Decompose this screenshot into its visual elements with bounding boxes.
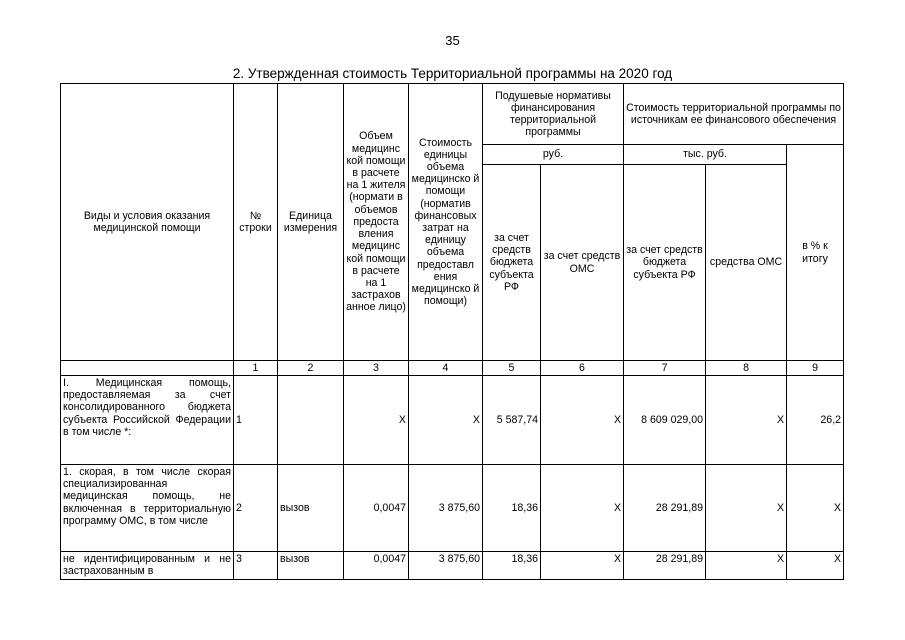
row-col6: X xyxy=(541,376,624,465)
table-row xyxy=(61,552,844,580)
row-col5: 5 587,74 xyxy=(483,376,541,465)
column-number: 9 xyxy=(787,361,844,376)
column-number: 1 xyxy=(234,361,278,376)
row-unit: вызов xyxy=(278,552,344,580)
row-name: не идентифицированным и не застрахованным в xyxy=(61,552,234,580)
row-col9: X xyxy=(787,552,844,580)
column-number: 2 xyxy=(278,361,344,376)
row-col8: X xyxy=(706,465,787,552)
page-number: 35 xyxy=(445,33,460,48)
column-number: 5 xyxy=(483,361,541,376)
row-col9: X xyxy=(787,465,844,552)
header-col6: за счет средств ОМС xyxy=(541,165,624,361)
row-volume: X xyxy=(344,376,409,465)
row-col7: 8 609 029,00 xyxy=(624,376,706,465)
column-number: 7 xyxy=(624,361,706,376)
column-number: 4 xyxy=(409,361,483,376)
row-unit xyxy=(278,376,344,465)
header-col7: за счет средств бюджета субъекта РФ xyxy=(624,165,706,361)
table-row xyxy=(61,465,844,552)
row-col7: 28 291,89 xyxy=(624,552,706,580)
header-group-norms: Подушевые нормативы финансирования территориальной программы xyxy=(483,84,624,145)
column-number-blank xyxy=(61,361,234,376)
column-number: 3 xyxy=(344,361,409,376)
header-col5: за счет средств бюджета субъекта РФ xyxy=(483,165,541,361)
row-volume: 0,0047 xyxy=(344,552,409,580)
row-name: 1. скорая, в том числе скорая специализированная медицинская помощь, не включенная в территориальную программу ОМС, в том числе xyxy=(61,465,234,552)
row-unit: вызов xyxy=(278,465,344,552)
header-unit-rub: руб. xyxy=(483,145,624,165)
row-col8: X xyxy=(706,552,787,580)
row-volume: 0,0047 xyxy=(344,465,409,552)
header-unit: Единица измерения xyxy=(278,84,344,361)
row-col5: 18,36 xyxy=(483,552,541,580)
header-volume: Объем медицинс кой помощи в расчете на 1 жителя (нормати в объемов предоста вления медицинс кой помощи в расчете на 1 застрахов анное лицо) xyxy=(344,84,409,361)
row-col7: 28 291,89 xyxy=(624,465,706,552)
row-number: 1 xyxy=(234,376,278,465)
row-col6: X xyxy=(541,552,624,580)
row-col9: 26,2 xyxy=(787,376,844,465)
table-row xyxy=(61,376,844,465)
column-number: 8 xyxy=(706,361,787,376)
column-number-row xyxy=(61,361,844,376)
row-col5: 18,36 xyxy=(483,465,541,552)
header-col9: в % к итогу xyxy=(787,145,844,361)
row-name: I. Медицинская помощь, предоставляемая за счет консолидированного бюджета субъекта Российской Федерации в том числе *: xyxy=(61,376,234,465)
row-cost: X xyxy=(409,376,483,465)
header-col8: средства ОМС xyxy=(706,165,787,361)
row-number: 2 xyxy=(234,465,278,552)
header-row-number: № строки xyxy=(234,84,278,361)
column-number: 6 xyxy=(541,361,624,376)
table-title: 2. Утвержденная стоимость Территориальной программы на 2020 год xyxy=(232,66,673,81)
header-unit-thousand-rub: тыс. руб. xyxy=(624,145,787,165)
header-cost: Стоимость единицы объема медицинско й помощи (норматив финансовых затрат на единицу объема предоставл ения медицинско й помощи) xyxy=(409,84,483,361)
cost-table xyxy=(60,83,844,580)
row-cost: 3 875,60 xyxy=(409,552,483,580)
row-col8: X xyxy=(706,376,787,465)
row-col6: X xyxy=(541,465,624,552)
row-cost: 3 875,60 xyxy=(409,465,483,552)
header-kind: Виды и условия оказания медицинской помощи xyxy=(61,84,234,361)
header-group-sources: Стоимость территориальной программы по источникам ее финансового обеспечения xyxy=(624,84,844,145)
row-number: 3 xyxy=(234,552,278,580)
